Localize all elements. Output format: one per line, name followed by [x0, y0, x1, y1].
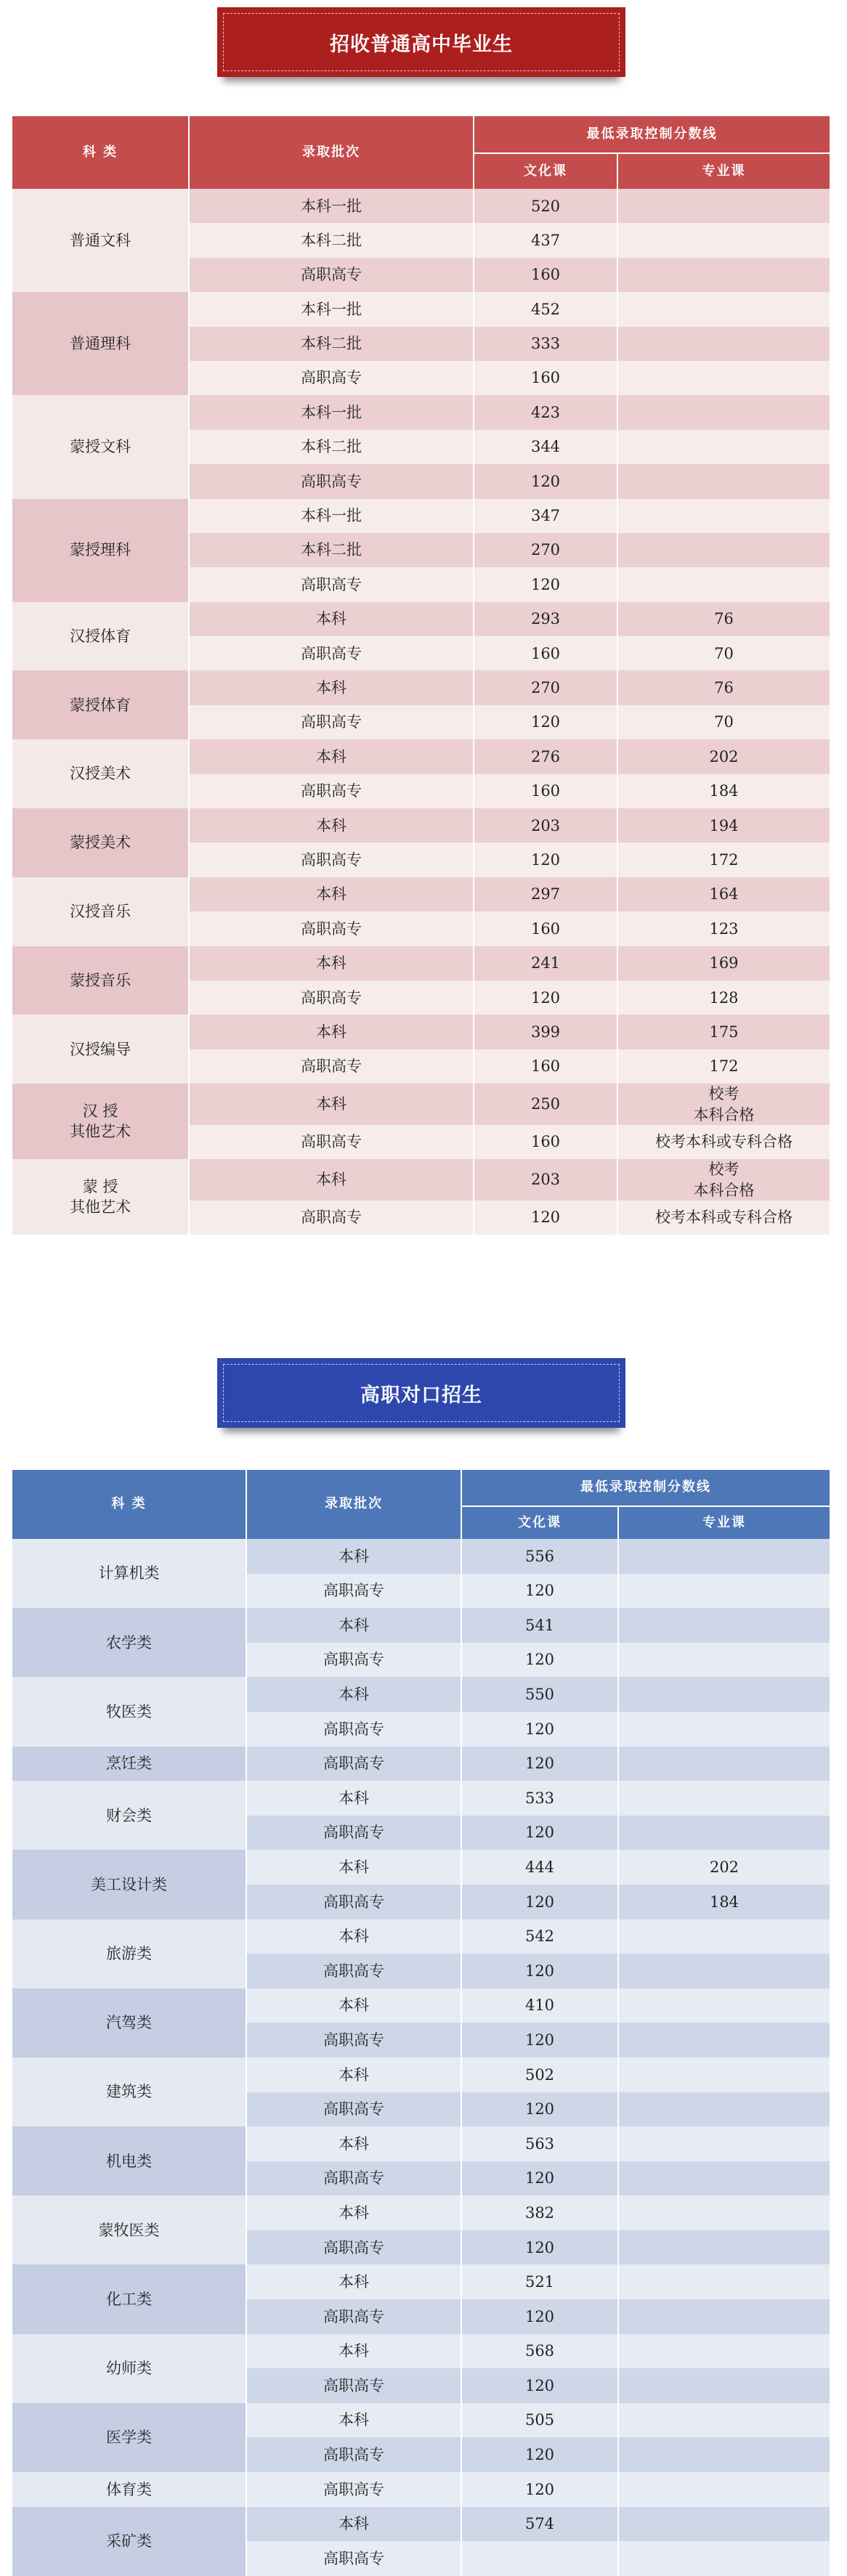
- major-score-cell: [617, 499, 830, 533]
- header-culture: 文化课: [461, 1506, 618, 1539]
- header-category: 科 类: [12, 1470, 246, 1539]
- batch-cell: 本科: [246, 2126, 461, 2161]
- major-score-cell: 169: [617, 946, 830, 980]
- major-score-cell: 128: [617, 980, 830, 1015]
- batch-cell: 本科: [246, 1677, 461, 1712]
- culture-score-cell: 423: [474, 395, 617, 429]
- cell-line: 其他艺术: [70, 1123, 131, 1141]
- header-major: 专业课: [617, 153, 830, 189]
- category-cell: 普通文科: [12, 189, 189, 292]
- culture-score-cell: 344: [474, 430, 617, 464]
- batch-cell: 高职高专: [189, 567, 474, 601]
- major-score-cell: [618, 1608, 830, 1643]
- major-score-cell: [618, 2472, 830, 2507]
- culture-score-cell: 542: [461, 1919, 618, 1954]
- table-row: [12, 2334, 830, 2369]
- category-cell: 烹饪类: [12, 1747, 246, 1781]
- table-row: [12, 2264, 830, 2299]
- batch-cell: 本科: [246, 2334, 461, 2369]
- culture-score-cell: 120: [461, 2161, 618, 2196]
- batch-cell: 本科二批: [189, 533, 474, 567]
- culture-score-cell: 270: [474, 670, 617, 704]
- table-row: [12, 1781, 830, 1816]
- culture-score-cell: 203: [474, 808, 617, 842]
- category-cell: 农学类: [12, 1608, 246, 1677]
- table-row: [12, 1159, 830, 1200]
- culture-score-cell: 120: [461, 1574, 618, 1609]
- culture-score-cell: 241: [474, 946, 617, 980]
- culture-score-cell: 203: [474, 1159, 617, 1200]
- table-row: [12, 1677, 830, 1712]
- culture-score-cell: 120: [461, 2437, 618, 2472]
- major-score-cell: [618, 2264, 830, 2299]
- culture-score-cell: 120: [461, 1643, 618, 1678]
- category-cell: 汽驾类: [12, 1988, 246, 2057]
- batch-cell: 高职高专: [246, 2437, 461, 2472]
- category-cell: 蒙牧医类: [12, 2195, 246, 2264]
- culture-score-cell: 563: [461, 2126, 618, 2161]
- batch-cell: 本科: [246, 1539, 461, 1574]
- culture-score-cell: 333: [474, 327, 617, 361]
- culture-score-cell: 568: [461, 2334, 618, 2369]
- category-cell: 普通理科: [12, 292, 189, 395]
- culture-score-cell: 120: [461, 1712, 618, 1747]
- batch-cell: 高职高专: [246, 1816, 461, 1850]
- cell-line: 本科合格: [693, 1105, 755, 1124]
- major-score-cell: 校考本科或专科合格: [617, 1200, 830, 1235]
- major-score-cell: 164: [617, 877, 830, 911]
- culture-score-cell: 541: [461, 1608, 618, 1643]
- major-score-cell: [618, 1781, 830, 1816]
- table-row: [12, 2472, 830, 2507]
- header-major: 专业课: [618, 1506, 830, 1539]
- major-score-cell: [618, 2230, 830, 2265]
- major-score-cell: [618, 1816, 830, 1850]
- batch-cell: 本科: [246, 1919, 461, 1954]
- major-score-cell: [617, 464, 830, 498]
- major-score-cell: 194: [617, 808, 830, 842]
- culture-score-cell: 160: [474, 258, 617, 292]
- culture-score-cell: 160: [474, 361, 617, 395]
- header-category: 科 类: [12, 116, 189, 189]
- table-row: [12, 1850, 830, 1885]
- batch-cell: 本科二批: [189, 327, 474, 361]
- batch-cell: 高职高专: [189, 842, 474, 877]
- major-score-cell: 184: [618, 1885, 830, 1919]
- batch-cell: 本科二批: [189, 223, 474, 257]
- batch-cell: 高职高专: [246, 1574, 461, 1609]
- batch-cell: 本科一批: [189, 499, 474, 533]
- category-cell: 采矿类: [12, 2507, 246, 2576]
- culture-score-cell: 120: [461, 1954, 618, 1988]
- major-score-cell: 172: [617, 1049, 830, 1084]
- major-score-cell: [617, 292, 830, 326]
- batch-cell: 高职高专: [246, 2023, 461, 2057]
- major-score-cell: [618, 2092, 830, 2127]
- culture-score-cell: 120: [461, 2092, 618, 2127]
- major-score-cell: [618, 1988, 830, 2023]
- table-row: [12, 670, 830, 704]
- cell-line: 本科合格: [693, 1181, 755, 1199]
- batch-cell: 高职高专: [246, 1747, 461, 1781]
- batch-cell: 本科: [189, 670, 474, 704]
- category-cell: 美工设计类: [12, 1850, 246, 1919]
- batch-cell: 本科: [246, 2057, 461, 2092]
- culture-score-cell: 120: [461, 1747, 618, 1781]
- culture-score-cell: 297: [474, 877, 617, 911]
- culture-score-cell: 437: [474, 223, 617, 257]
- culture-score-cell: 505: [461, 2403, 618, 2438]
- major-score-cell: [617, 430, 830, 464]
- major-score-cell: [617, 223, 830, 257]
- category-cell: 蒙授音乐: [12, 946, 189, 1015]
- batch-cell: 高职高专: [246, 1885, 461, 1919]
- banner-title: 招收普通高中毕业生: [330, 33, 513, 56]
- major-score-cell: [618, 1574, 830, 1609]
- category-cell: 机电类: [12, 2126, 246, 2195]
- major-score-cell: [617, 1084, 830, 1125]
- culture-score-cell: 160: [474, 636, 617, 670]
- table-row: [12, 1608, 830, 1643]
- major-score-cell: [618, 2023, 830, 2057]
- culture-score-cell: 120: [461, 2368, 618, 2403]
- major-score-cell: [618, 2334, 830, 2369]
- table-row: [12, 602, 830, 636]
- culture-score-cell: 120: [461, 2299, 618, 2334]
- batch-cell: 本科: [246, 2507, 461, 2542]
- batch-cell: 高职高专: [246, 2541, 461, 2576]
- major-score-cell: [618, 1919, 830, 1954]
- major-score-cell: 202: [617, 739, 830, 773]
- category-cell: [12, 1159, 189, 1235]
- culture-score-cell: 444: [461, 1850, 618, 1885]
- table-row: [12, 292, 830, 326]
- culture-score-cell: 120: [474, 705, 617, 739]
- major-score-cell: [618, 2126, 830, 2161]
- batch-cell: 高职高专: [246, 1712, 461, 1747]
- culture-score-cell: 293: [474, 602, 617, 636]
- culture-score-cell: 160: [474, 774, 617, 808]
- category-cell: 旅游类: [12, 1919, 246, 1988]
- category-cell: 蒙授理科: [12, 499, 189, 602]
- table-row: [12, 499, 830, 533]
- batch-cell: 本科: [246, 1988, 461, 2023]
- major-score-cell: [617, 1159, 830, 1200]
- batch-cell: 本科一批: [189, 395, 474, 429]
- score-table-vocational: [12, 1470, 830, 2576]
- batch-cell: 本科: [189, 1015, 474, 1049]
- major-score-cell: 175: [617, 1015, 830, 1049]
- major-score-cell: [618, 2161, 830, 2196]
- batch-cell: 本科二批: [189, 430, 474, 464]
- category-cell: 汉授音乐: [12, 877, 189, 946]
- batch-cell: 本科: [246, 1781, 461, 1816]
- major-score-cell: 70: [617, 636, 830, 670]
- major-score-cell: 70: [617, 705, 830, 739]
- culture-score-cell: 120: [461, 2023, 618, 2057]
- category-cell: 化工类: [12, 2264, 246, 2333]
- culture-score-cell: 382: [461, 2195, 618, 2230]
- culture-score-cell: 410: [461, 1988, 618, 2023]
- batch-cell: 本科: [189, 1084, 474, 1125]
- culture-score-cell: 160: [474, 1125, 617, 1159]
- table-body: [12, 189, 830, 1235]
- culture-score-cell: 160: [474, 911, 617, 946]
- batch-cell: 本科: [189, 739, 474, 773]
- major-score-cell: 123: [617, 911, 830, 946]
- major-score-cell: [618, 1677, 830, 1712]
- table-row: [12, 1015, 830, 1049]
- batch-cell: 高职高专: [246, 2092, 461, 2127]
- major-score-cell: [617, 258, 830, 292]
- category-cell: 医学类: [12, 2403, 246, 2472]
- batch-cell: 高职高专: [189, 636, 474, 670]
- batch-cell: 高职高专: [189, 258, 474, 292]
- major-score-cell: [618, 1712, 830, 1747]
- cell-line: 校考: [708, 1085, 739, 1103]
- major-score-cell: 202: [618, 1850, 830, 1885]
- batch-cell: 高职高专: [189, 361, 474, 395]
- major-score-cell: 172: [617, 842, 830, 877]
- culture-score-cell: 520: [474, 189, 617, 223]
- culture-score-cell: 533: [461, 1781, 618, 1816]
- category-cell: 体育类: [12, 2472, 246, 2507]
- batch-cell: 本科: [189, 602, 474, 636]
- major-score-cell: [618, 2299, 830, 2334]
- section-banner-general: [217, 7, 625, 77]
- table-row: [12, 946, 830, 980]
- category-cell: 汉授美术: [12, 739, 189, 808]
- culture-score-cell: 502: [461, 2057, 618, 2092]
- batch-cell: 高职高专: [246, 1954, 461, 1988]
- batch-cell: 高职高专: [246, 1643, 461, 1678]
- major-score-cell: 76: [617, 602, 830, 636]
- table-body: [12, 1539, 830, 2576]
- batch-cell: 高职高专: [246, 2368, 461, 2403]
- header-culture: 文化课: [474, 153, 617, 189]
- category-cell: [12, 1084, 189, 1159]
- major-score-cell: [618, 2368, 830, 2403]
- batch-cell: 本科: [246, 1608, 461, 1643]
- table-row: [12, 2195, 830, 2230]
- major-score-cell: [617, 361, 830, 395]
- major-score-cell: [617, 533, 830, 567]
- header-min-line: 最低录取控制分数线: [461, 1470, 830, 1506]
- culture-score-cell: 250: [474, 1084, 617, 1125]
- batch-cell: 高职高专: [189, 1049, 474, 1084]
- table-row: [12, 2057, 830, 2092]
- table-row: [12, 2403, 830, 2438]
- major-score-cell: [618, 2195, 830, 2230]
- category-cell: 汉授体育: [12, 602, 189, 671]
- batch-cell: 高职高专: [246, 2161, 461, 2196]
- header-batch: 录取批次: [246, 1470, 461, 1539]
- category-cell: 蒙授体育: [12, 670, 189, 739]
- table-row: [12, 189, 830, 223]
- section-banner-vocational: [217, 1358, 625, 1428]
- table-row: [12, 1919, 830, 1954]
- banner-frame: [223, 13, 620, 71]
- culture-score-cell: 120: [474, 980, 617, 1015]
- batch-cell: 本科一批: [189, 189, 474, 223]
- batch-cell: 高职高专: [189, 464, 474, 498]
- culture-score-cell: 347: [474, 499, 617, 533]
- batch-cell: 本科: [246, 2195, 461, 2230]
- major-score-cell: 184: [617, 774, 830, 808]
- batch-cell: 本科: [189, 1159, 474, 1200]
- cell-line: 蒙 授: [82, 1177, 118, 1195]
- major-score-cell: [618, 1954, 830, 1988]
- batch-cell: 高职高专: [246, 2472, 461, 2507]
- major-score-cell: [618, 1539, 830, 1574]
- major-score-cell: [618, 2403, 830, 2438]
- cell-line: 校考: [708, 1161, 739, 1179]
- major-score-cell: [618, 2507, 830, 2542]
- culture-score-cell: 120: [461, 2230, 618, 2265]
- major-score-cell: [618, 2437, 830, 2472]
- major-score-cell: [618, 2541, 830, 2576]
- culture-score-cell: 120: [474, 464, 617, 498]
- batch-cell: 高职高专: [189, 1125, 474, 1159]
- table-row: [12, 2507, 830, 2542]
- score-table-general: [12, 116, 830, 1235]
- major-score-cell: [617, 567, 830, 601]
- batch-cell: 本科: [189, 808, 474, 842]
- culture-score-cell: 120: [461, 2472, 618, 2507]
- category-cell: 蒙授美术: [12, 808, 189, 877]
- batch-cell: 高职高专: [189, 705, 474, 739]
- batch-cell: 本科: [189, 946, 474, 980]
- batch-cell: 高职高专: [189, 774, 474, 808]
- culture-score-cell: 270: [474, 533, 617, 567]
- culture-score-cell: 120: [461, 1885, 618, 1919]
- culture-score-cell: 276: [474, 739, 617, 773]
- culture-score-cell: 120: [474, 567, 617, 601]
- culture-score-cell: [461, 2541, 618, 2576]
- batch-cell: 本科: [246, 2403, 461, 2438]
- major-score-cell: 校考本科或专科合格: [617, 1125, 830, 1159]
- major-score-cell: [617, 327, 830, 361]
- culture-score-cell: 120: [474, 842, 617, 877]
- major-score-cell: [618, 2057, 830, 2092]
- culture-score-cell: 556: [461, 1539, 618, 1574]
- cell-line: 其他艺术: [70, 1198, 131, 1216]
- culture-score-cell: 452: [474, 292, 617, 326]
- culture-score-cell: 521: [461, 2264, 618, 2299]
- major-score-cell: [617, 189, 830, 223]
- table-row: [12, 1747, 830, 1781]
- table-row: [12, 395, 830, 429]
- culture-score-cell: 399: [474, 1015, 617, 1049]
- category-cell: 汉授编导: [12, 1015, 189, 1084]
- culture-score-cell: 160: [474, 1049, 617, 1084]
- batch-cell: 高职高专: [246, 2230, 461, 2265]
- category-cell: 建筑类: [12, 2057, 246, 2126]
- header-batch: 录取批次: [189, 116, 474, 189]
- category-cell: 牧医类: [12, 1677, 246, 1746]
- batch-cell: 本科: [246, 2264, 461, 2299]
- culture-score-cell: 120: [461, 1816, 618, 1850]
- table-row: [12, 808, 830, 842]
- table-row: [12, 877, 830, 911]
- table-row: [12, 1539, 830, 1574]
- table-row: [12, 1988, 830, 2023]
- banner-title: 高职对口招生: [360, 1384, 482, 1407]
- batch-cell: 本科: [189, 877, 474, 911]
- batch-cell: 本科: [246, 1850, 461, 1885]
- header-min-line: 最低录取控制分数线: [474, 116, 830, 153]
- banner-frame: [223, 1364, 620, 1422]
- batch-cell: 本科一批: [189, 292, 474, 326]
- major-score-cell: [618, 1747, 830, 1781]
- category-cell: 计算机类: [12, 1539, 246, 1608]
- major-score-cell: 76: [617, 670, 830, 704]
- culture-score-cell: 550: [461, 1677, 618, 1712]
- table-row: [12, 1084, 830, 1125]
- batch-cell: 高职高专: [189, 1200, 474, 1235]
- major-score-cell: [618, 1643, 830, 1678]
- major-score-cell: [617, 395, 830, 429]
- table-row: [12, 2126, 830, 2161]
- category-cell: 幼师类: [12, 2334, 246, 2403]
- table-row: [12, 739, 830, 773]
- batch-cell: 高职高专: [246, 2299, 461, 2334]
- category-cell: 财会类: [12, 1781, 246, 1850]
- category-cell: 蒙授文科: [12, 395, 189, 498]
- culture-score-cell: 120: [474, 1200, 617, 1235]
- batch-cell: 高职高专: [189, 911, 474, 946]
- cell-line: 汉 授: [82, 1102, 118, 1120]
- culture-score-cell: 574: [461, 2507, 618, 2542]
- batch-cell: 高职高专: [189, 980, 474, 1015]
